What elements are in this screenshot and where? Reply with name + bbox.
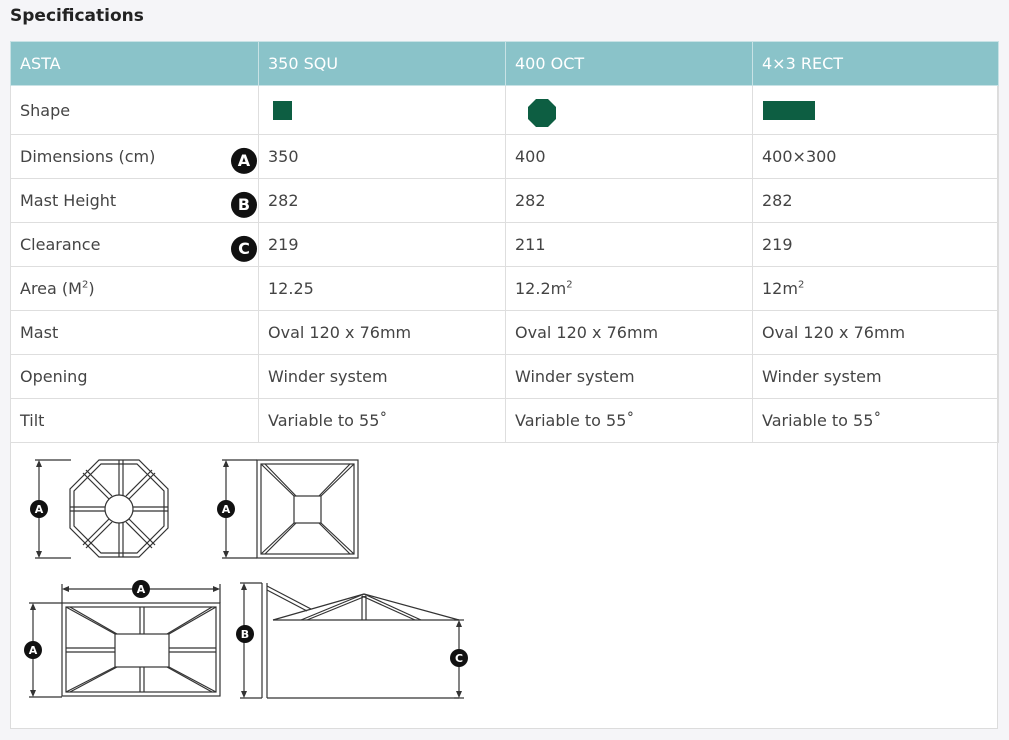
table-cell: 219 xyxy=(753,223,999,267)
row-label: Clearance xyxy=(20,235,101,254)
specifications-card xyxy=(10,41,998,729)
square-plan-diagram xyxy=(222,460,358,558)
svg-text:A: A xyxy=(28,644,38,657)
superscript: 2 xyxy=(797,279,805,291)
rectangle-shape-icon xyxy=(763,101,815,120)
svg-text:B: B xyxy=(240,628,250,641)
table-cell: 211 xyxy=(506,223,753,267)
table-row-shape xyxy=(11,86,999,135)
table-cell: 12.25 xyxy=(268,279,314,298)
table-cell: 219 xyxy=(259,223,506,267)
table-header-row xyxy=(11,42,999,86)
shape-cell-square xyxy=(259,86,506,135)
side-elevation-diagram xyxy=(240,583,464,698)
badge-a-icon: A xyxy=(231,147,257,173)
shape-cell-octagon xyxy=(506,86,753,135)
diagram-badge-c-icon xyxy=(450,649,468,667)
page-title: Specifications xyxy=(10,6,144,26)
row-label: Mast xyxy=(11,311,259,355)
table-cell: Oval 120 x 76mm xyxy=(506,311,753,355)
svg-text:A: A xyxy=(136,583,146,596)
table-row-tilt xyxy=(11,399,999,443)
table-cell: Variable to 55˚ xyxy=(259,399,506,443)
table-cell: 12m xyxy=(762,279,798,298)
table-cell: 400 xyxy=(506,135,753,179)
table-cell: Winder system xyxy=(259,355,506,399)
svg-text:A: A xyxy=(34,503,44,516)
diagram-badge-a-icon xyxy=(24,641,42,659)
table-cell: Oval 120 x 76mm xyxy=(259,311,506,355)
superscript: 2 xyxy=(566,279,573,291)
table-row-clearance xyxy=(11,223,999,267)
diagram-badge-a-icon xyxy=(132,580,150,598)
specifications-table xyxy=(10,41,999,443)
square-shape-icon xyxy=(273,101,292,120)
diagram-badge-a-icon xyxy=(217,500,235,518)
svg-text:C: C xyxy=(454,652,464,665)
table-cell: Winder system xyxy=(753,355,999,399)
row-label-suffix: ) xyxy=(88,279,95,298)
badge-b-icon: B xyxy=(231,191,257,217)
row-label: Dimensions (cm) xyxy=(20,147,156,166)
svg-text:A: A xyxy=(221,503,231,516)
table-row-opening xyxy=(11,355,999,399)
diagram-badge-a-icon xyxy=(30,500,48,518)
table-row-area xyxy=(11,267,999,311)
superscript: 2 xyxy=(81,279,89,291)
header-350-squ: 350 SQU xyxy=(259,42,506,86)
table-row-dimensions xyxy=(11,135,999,179)
rectangle-plan-diagram xyxy=(29,584,220,697)
table-cell: Variable to 55˚ xyxy=(506,399,753,443)
table-cell: Oval 120 x 76mm xyxy=(753,311,999,355)
octagon-shape-icon xyxy=(527,98,557,128)
table-cell: Variable to 55˚ xyxy=(753,399,999,443)
row-label: Tilt xyxy=(11,399,259,443)
table-cell: 12.2m xyxy=(515,279,567,298)
octagon-plan-diagram xyxy=(35,460,168,558)
row-label: Area (M xyxy=(20,279,82,298)
header-asta: ASTA xyxy=(11,42,259,86)
row-label: Mast Height xyxy=(20,191,117,210)
header-4x3-rect: 4×3 RECT xyxy=(753,42,999,86)
row-label: Shape xyxy=(11,86,259,135)
dimension-diagram xyxy=(11,443,999,730)
row-label: Opening xyxy=(11,355,259,399)
shape-cell-rectangle xyxy=(753,86,999,135)
table-cell: 282 xyxy=(259,179,506,223)
header-400-oct: 400 OCT xyxy=(506,42,753,86)
badge-c-icon: C xyxy=(231,235,257,261)
table-cell: 400×300 xyxy=(753,135,999,179)
table-cell: 282 xyxy=(753,179,999,223)
table-row-mast-height xyxy=(11,179,999,223)
table-cell: 282 xyxy=(506,179,753,223)
diagram-badge-b-icon xyxy=(236,625,254,643)
table-row-mast xyxy=(11,311,999,355)
table-cell: Winder system xyxy=(506,355,753,399)
table-cell: 350 xyxy=(259,135,506,179)
